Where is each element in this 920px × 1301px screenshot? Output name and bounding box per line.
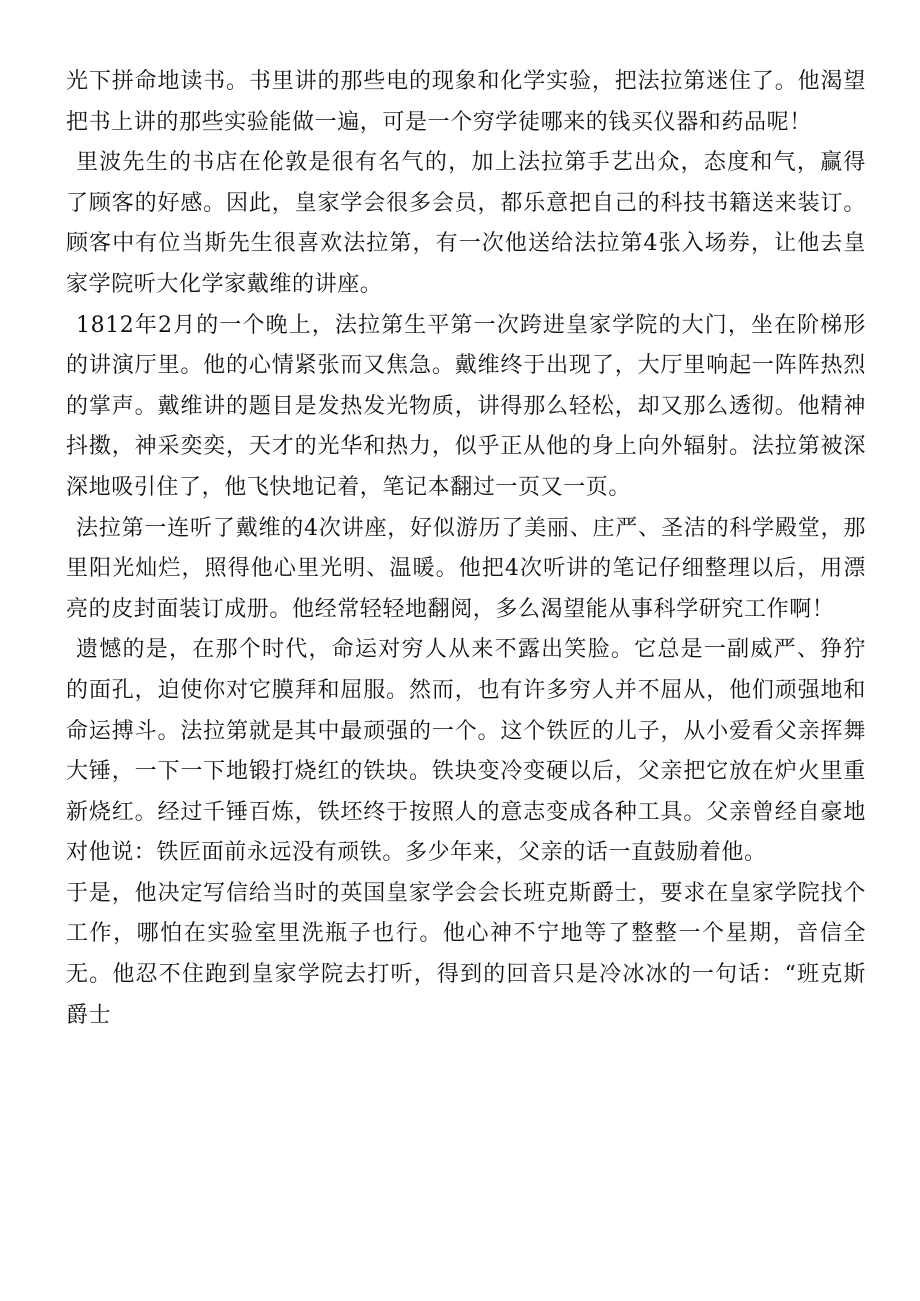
paragraph-4: 法拉第一连听了戴维的4次讲座，好似游历了美丽、庄严、圣洁的科学殿堂，那里阳光灿烂，照得他心里光明、温暖。他把4次听讲的笔记仔细整理以后，用漂亮的皮封面装订成册。他经常轻轻地翻阅，多么渴望能从事科学研究工作啊！ <box>66 515 866 622</box>
paragraph-3: 1812年2月的一个晚上，法拉第生平第一次跨进皇家学院的大门，坐在阶梯形的讲演厅里。他的心情紧张而又焦急。戴维终于出现了，大厅里响起一阵阵热烈的掌声。戴维讲的题目是发热发光物质，讲得那么轻松，却又那么透彻。他精神抖擞，神采奕奕，天才的光华和热力，似乎正从他的身上向外辐射。法拉第被深深地吸引住了，他飞快地记着，笔记本翻过一页又一页。 <box>66 312 866 500</box>
paragraph-2: 里波先生的书店在伦敦是很有名气的，加上法拉第手艺出众，态度和气，赢得了顾客的好感。因此，皇家学会很多会员，都乐意把自己的科技书籍送来装订。顾客中有位当斯先生很喜欢法拉第，有一次他送给法拉第4张入场券，让他去皇家学院听大化学家戴维的讲座。 <box>66 150 866 297</box>
paragraph-5: 遗憾的是，在那个时代，命运对穷人从来不露出笑脸。它总是一副威严、狰狞的面孔，迫使你对它膜拜和屈服。然而，也有许多穷人并不屈从，他们顽强地和命运搏斗。法拉第就是其中最顽强的一个。这个铁匠的儿子，从小爱看父亲挥舞大锤，一下一下地锻打烧红的铁块。铁块变冷变硬以后，父亲把它放在炉火里重新烧红。经过千锤百炼，铁坯终于按照人的意志变成各种工具。父亲曾经自豪地对他说：铁匠面前永远没有顽铁。多少年来，父亲的话一直鼓励着他。 <box>66 637 866 866</box>
paragraph-1: 光下拼命地读书。书里讲的那些电的现象和化学实验，把法拉第迷住了。他渴望把书上讲的那些实验能做一遍，可是一个穷学徒哪来的钱买仪器和药品呢！ <box>66 69 866 135</box>
paragraph-6: 于是，他决定写信给当时的英国皇家学会会长班克斯爵士，要求在皇家学院找个工作，哪怕在实验室里洗瓶子也行。他心神不宁地等了整整一个星期，音信全无。他忍不住跑到皇家学院去打听，得到的回音只是冷冰冰的一句话：“班克斯爵士 <box>66 880 866 1028</box>
document-page <box>66 62 866 1036</box>
